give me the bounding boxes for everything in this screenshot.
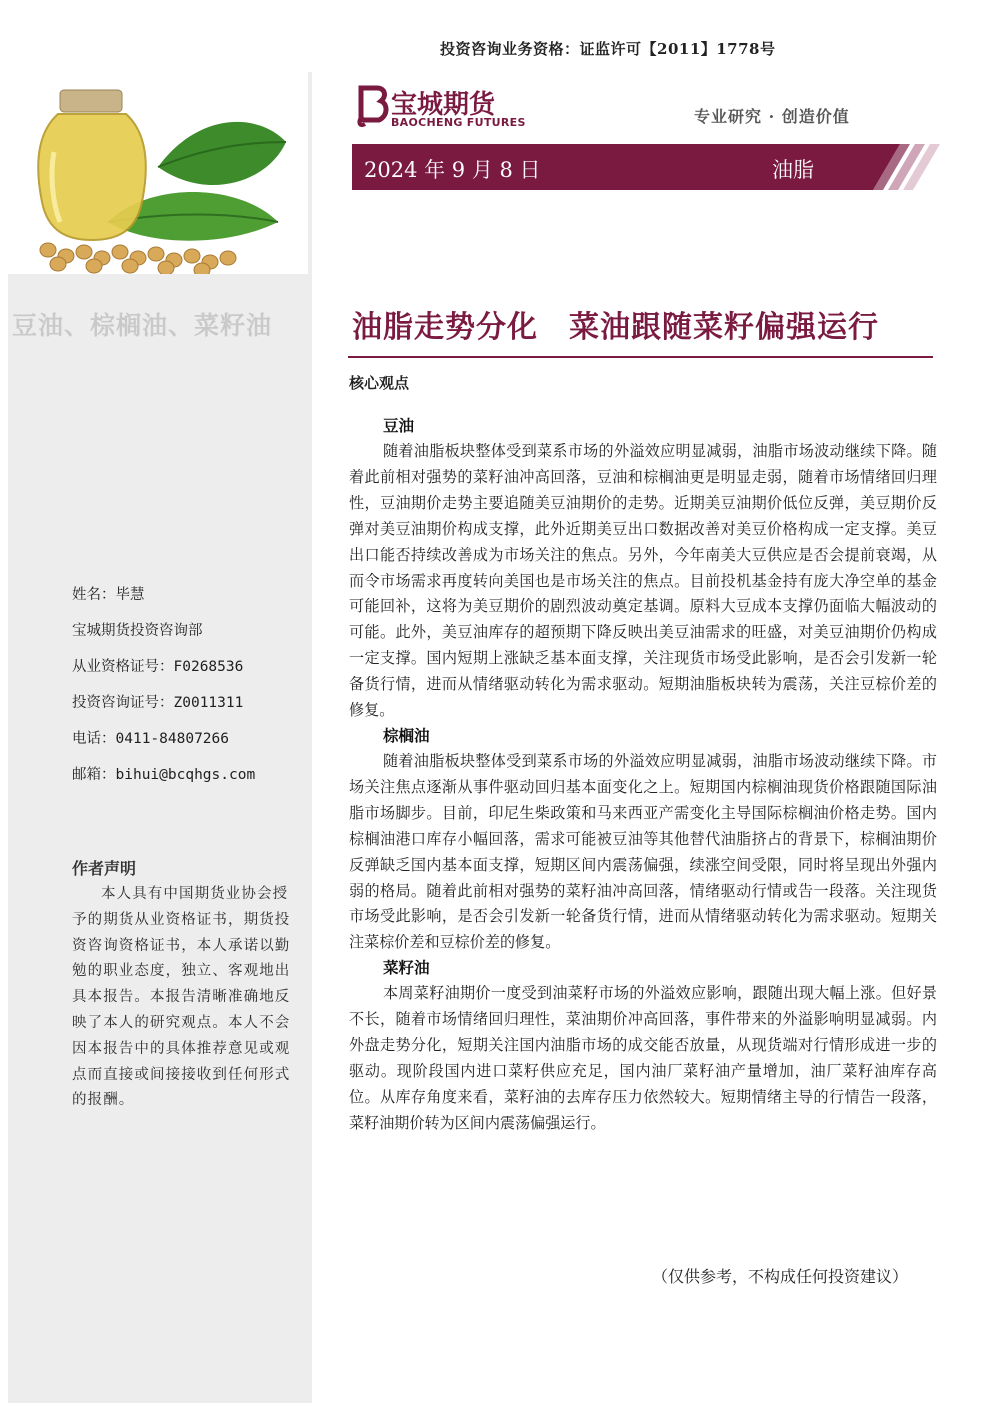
section-body-palm-oil: 随着油脂板块整体受到菜系市场的外溢效应明显减弱，油脂市场波动继续下降。市场关注焦点逐渐从事件驱动回归基本面变化之上。短期国内棕榈油现货价格跟随国际油脂市场脚步。目前，印尼生柴政策和马来西亚产需变化主导国际棕榈油价格走势。国内棕榈油港口库存小幅回落，需求可能被豆油等其他替代油脂挤占的背景下，棕榈油期价反弹缺乏国内基本面支撑，短期区间内震荡偏强，续涨空间受限，同时将呈现出外强内弱的格局。随着此前相对强势的菜籽油冲高回落，情绪驱动行情或告一段落。关注现货市场受此影响，是否会引发新一轮备货行情，进而从情绪驱动转化为需求驱动。短期关注菜棕价差和豆棕价差的修复。	[349, 751, 937, 952]
declaration-title: 作者声明	[72, 859, 137, 878]
declaration-text: 本人具有中国期货业协会授予的期货从业资格证书，期货投资咨询资格证书，本人承诺以勤勉的职业态度，独立、客观地出具本报告。本报告清晰准确地反映了本人的研究观点。本人不会因本报告中的具体推荐意见或观点而直接或间接接收到任何形式的报酬。	[72, 886, 291, 1109]
sidebar-category: 豆油、棕榈油、菜籽油	[12, 311, 273, 340]
author-name: 姓名：毕慧	[72, 587, 145, 603]
author-phone: 电话：0411-84807266	[72, 731, 229, 747]
author-consult-no: 投资咨询证号：Z0011311	[72, 695, 244, 711]
hero-image-soybean-oil	[8, 72, 308, 274]
core-view-heading: 核心观点	[349, 374, 410, 392]
logo-cn-text: 宝城期货	[391, 90, 496, 120]
report-category: 油脂	[772, 158, 814, 182]
section-title-rapeseed-oil: 菜籽油	[383, 959, 430, 978]
sidebar-top-area	[8, 0, 312, 72]
date-bar	[352, 144, 942, 190]
slogan: 专业研究 · 创造价值	[694, 107, 850, 126]
report-content	[349, 414, 937, 1137]
author-dept: 宝城期货投资咨询部	[72, 623, 203, 639]
section-body-soybean-oil: 随着油脂板块整体受到菜系市场的外溢效应明显减弱，油脂市场波动继续下降。随着此前相对强势的菜籽油冲高回落，豆油和棕榈油更是明显走弱，随着市场情绪回归理性，豆油期价走势主要追随美豆油期价的走势。近期美豆油期价低位反弹，美豆期价反弹对美豆油期价构成支撑，此外近期美豆出口数据改善对美豆价格构成一定支撑。美豆出口能否持续改善成为市场关注的焦点。另外，今年南美大豆供应是否会提前衰竭，从而令市场需求再度转向美国也是市场关注的焦点。目前投机基金持有庞大净空单的基金可能回补，这将为美豆期价的剧烈波动奠定基调。原料大豆成本支撑仍面临大幅波动的可能。此外，美豆油库存的超预期下降反映出美豆油需求的旺盛，对美豆油期价仍构成一定支撑。国内短期上涨缺乏基本面支撑，关注现货市场受此影响，是否会引发新一轮备货行情，进而从情绪驱动转化为需求驱动。短期油脂板块转为震荡，关注豆棕价差的修复。	[349, 442, 937, 720]
company-logo	[355, 84, 526, 134]
section-body-rapeseed-oil: 本周菜籽油期价一度受到油菜籽市场的外溢效应影响，跟随出现大幅上涨。但好景不长，随着市场情绪回归理性，菜油期价冲高回落，事件带来的外溢影响明显减弱。内外盘走势分化，短期关注国内油脂市场的成交能否放量，从现货端对行情形成进一步的驱动。现阶段国内进口菜籽供应充足，国内油厂菜籽油产量增加，油厂菜籽油库存高位。从库存角度来看，菜籽油的去库存压力依然较大。短期情绪主导的行情告一段落，菜籽油期价转为区间内震荡偏强运行。	[349, 984, 937, 1132]
report-title: 油脂走势分化 菜油跟随菜籽偏强运行	[352, 310, 879, 345]
title-divider	[348, 356, 933, 358]
section-title-soybean-oil: 豆油	[383, 417, 415, 435]
logo-en-text: BAOCHENG FUTURES	[391, 116, 526, 129]
author-qualification: 从业资格证号：F0268536	[72, 659, 244, 675]
disclaimer: （仅供参考，不构成任何投资建议）	[652, 1267, 909, 1286]
author-info	[72, 585, 302, 801]
license-text: 投资咨询业务资格：证监许可【2011】1778号	[440, 40, 776, 58]
report-date: 2024 年 9 月 8 日	[364, 158, 541, 182]
author-email[interactable]: 邮箱：bihui@bcqhgs.com	[72, 767, 256, 783]
logo-mark-icon	[355, 84, 389, 130]
section-title-palm-oil: 棕榈油	[383, 726, 430, 745]
